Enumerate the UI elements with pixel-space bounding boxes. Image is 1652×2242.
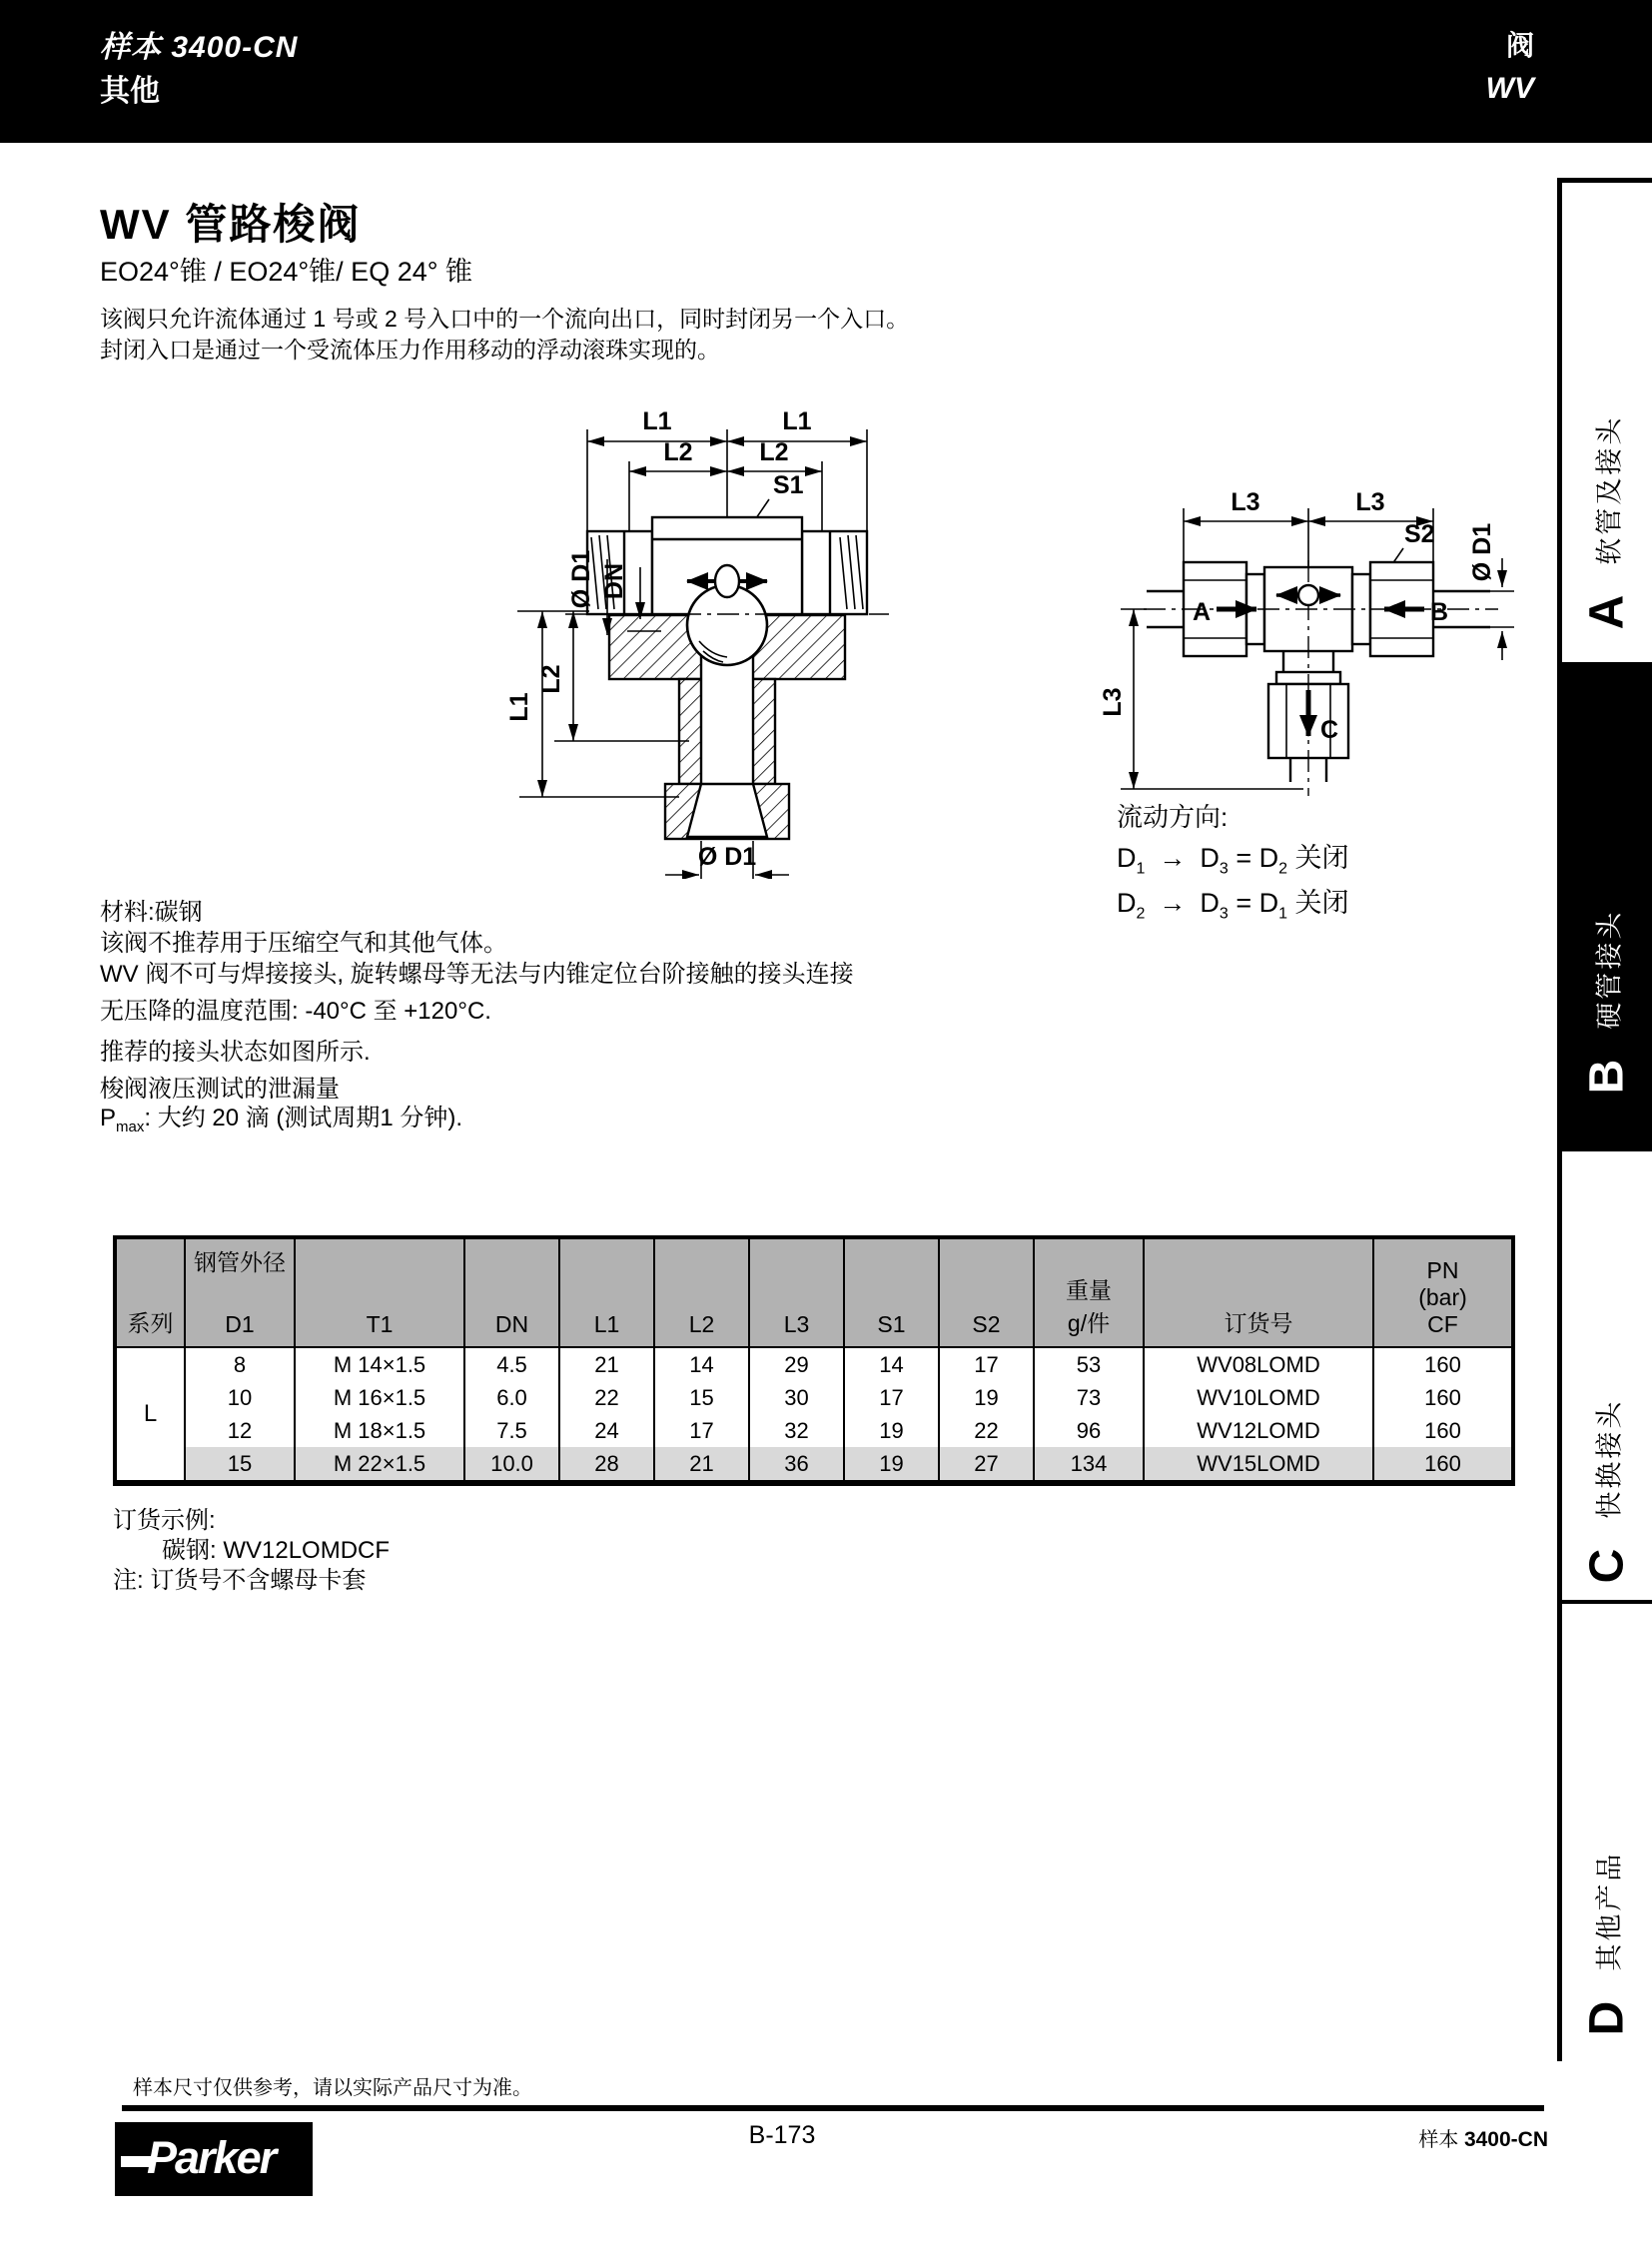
header-product-code: WV [1485,71,1534,105]
tab-label-b: 硬管接头 [1594,909,1625,1030]
series-value: L [115,1347,185,1483]
order-example-title: 订货示例: [113,1507,216,1534]
sidebar-tab-hose-fittings [1562,183,1652,662]
dim-l3-right: L3 [1355,488,1385,516]
col-l3: L3 [749,1237,844,1347]
tab-letter-a: A [1580,594,1634,630]
dim-l3-vert: L3 [1099,687,1127,717]
col-d1: 钢管外径 D1 [185,1237,295,1347]
tab-letter-b: B [1580,1059,1634,1095]
intro-line-1: 该阀只允许流体通过 1 号或 2 号入口中的一个流向出口，同时封闭另一个入口。 [100,306,910,332]
main-dimension-drawing [370,280,1089,879]
port-c-label: C [1320,716,1339,744]
sidebar-tab-tube-fittings-active [1562,662,1652,1151]
table-row: L 8 M 14×1.5 4.5 21 14 29 14 17 53 WV08LOMD 160 [115,1347,1513,1381]
dim-l3-left: L3 [1231,488,1260,516]
note-recommendation: 推荐的接头状态如图所示. [100,1039,371,1066]
tab-label-a: 软管及接头 [1594,414,1625,565]
dim-l2-right: L2 [759,438,789,466]
col-pn: PN (bar) CF [1373,1237,1513,1347]
dim-d1-bottom: Ø D1 [697,843,757,871]
flow-line-1: $D_1 \to D_3 = D_2$ 关闭 [1117,843,1349,878]
header-left [100,26,298,113]
page-number: B-173 [748,2121,816,2149]
col-l1: L1 [559,1237,654,1347]
dim-d1-side: Ø D1 [1468,522,1496,582]
flow-direction-lines [1117,841,1349,932]
header-product-type: 阀 [1505,30,1534,61]
flow-line-2: $D_2 \to D_3 = D_1$ 关闭 [1117,888,1349,923]
header-band [0,0,1652,143]
dim-l1-right: L1 [782,407,812,435]
dim-s2: S2 [1404,520,1435,548]
col-series: 系列 [115,1237,185,1347]
tab-label-c: 快换接头 [1594,1398,1625,1519]
order-example-value: 碳钢: WV12LOMDCF [162,1537,391,1564]
col-s2: S2 [939,1237,1034,1347]
spec-table [113,1235,1515,1486]
table-row: 15 M 22×1.5 10.0 28 21 36 19 27 134 WV15LOMD 160 [115,1447,1513,1483]
dim-d1-left: Ø D1 [567,549,595,609]
col-weight: 重量 g/件 [1034,1237,1144,1347]
section-tab-bar [1557,178,1652,2061]
dim-dn: DN [600,562,628,600]
footer-rule [122,2105,1544,2111]
note-pmax: $P_{max}$: 大约 20 滴 (测试周期1 分钟). [100,1105,463,1135]
dim-l1-vert: L1 [505,692,533,722]
dim-l2-left: L2 [663,438,693,466]
parker-logo-text: Parker [147,2132,276,2183]
table-row: 12 M 18×1.5 7.5 24 17 32 19 22 96 WV12LOMD 160 [115,1414,1513,1447]
page-title: WV 管路梭阀 [100,201,362,248]
col-dn: DN [464,1237,559,1347]
note-welded: WV 阀不可与焊接接头, 旋转螺母等无法与内锥定位台阶接触的接头连接 [100,961,854,988]
footer-catalog: 样本 3400-CN [1418,2128,1548,2151]
dim-l2-vert: L2 [537,664,565,694]
dim-s1: S1 [773,471,804,499]
port-a-label: A [1193,598,1212,626]
col-s1: S1 [844,1237,939,1347]
tab-label-d: 其他产品 [1594,1851,1625,1971]
table-header-row [115,1237,1513,1347]
page-subtitle: EO24°锥 / EO24°锥/ EQ 24° 锥 [100,257,473,287]
parker-logo [115,2122,313,2196]
note-gases: 该阀不推荐用于压缩空气和其他气体。 [100,930,507,957]
port-b-label: B [1430,598,1449,626]
order-note: 注: 订货号不含螺母卡套 [113,1567,367,1594]
header-section: 其他 [100,74,160,108]
note-material: 材料:碳钢 [100,899,203,926]
tab-letter-d: D [1580,2000,1634,2036]
flow-direction-drawing [1099,474,1558,904]
sidebar-tab-other-products [1562,1604,1652,2061]
col-t1: T1 [295,1237,464,1347]
note-temperature: 无压降的温度范围: -40°C 至 +120°C. [100,998,491,1025]
table-row: 10 M 16×1.5 6.0 22 15 30 17 19 73 WV10LOMD 160 [115,1381,1513,1414]
flow-direction-title: 流动方向: [1117,802,1229,832]
tab-letter-c: C [1580,1548,1634,1584]
header-catalog: 样本 3400-CN [100,31,299,64]
col-l2: L2 [654,1237,749,1347]
note-leakage: 梭阀液压测试的泄漏量 [100,1076,340,1103]
dim-l1-left: L1 [642,407,672,435]
intro-line-2: 封闭入口是通过一个受流体压力作用移动的浮动滚珠实现的。 [100,337,720,363]
col-order: 订货号 [1144,1237,1373,1347]
sidebar-tab-quick-couplings [1562,1151,1652,1604]
footer-disclaimer: 样本尺寸仅供参考，请以实际产品尺寸为准。 [133,2077,532,2099]
header-right [1486,26,1534,110]
